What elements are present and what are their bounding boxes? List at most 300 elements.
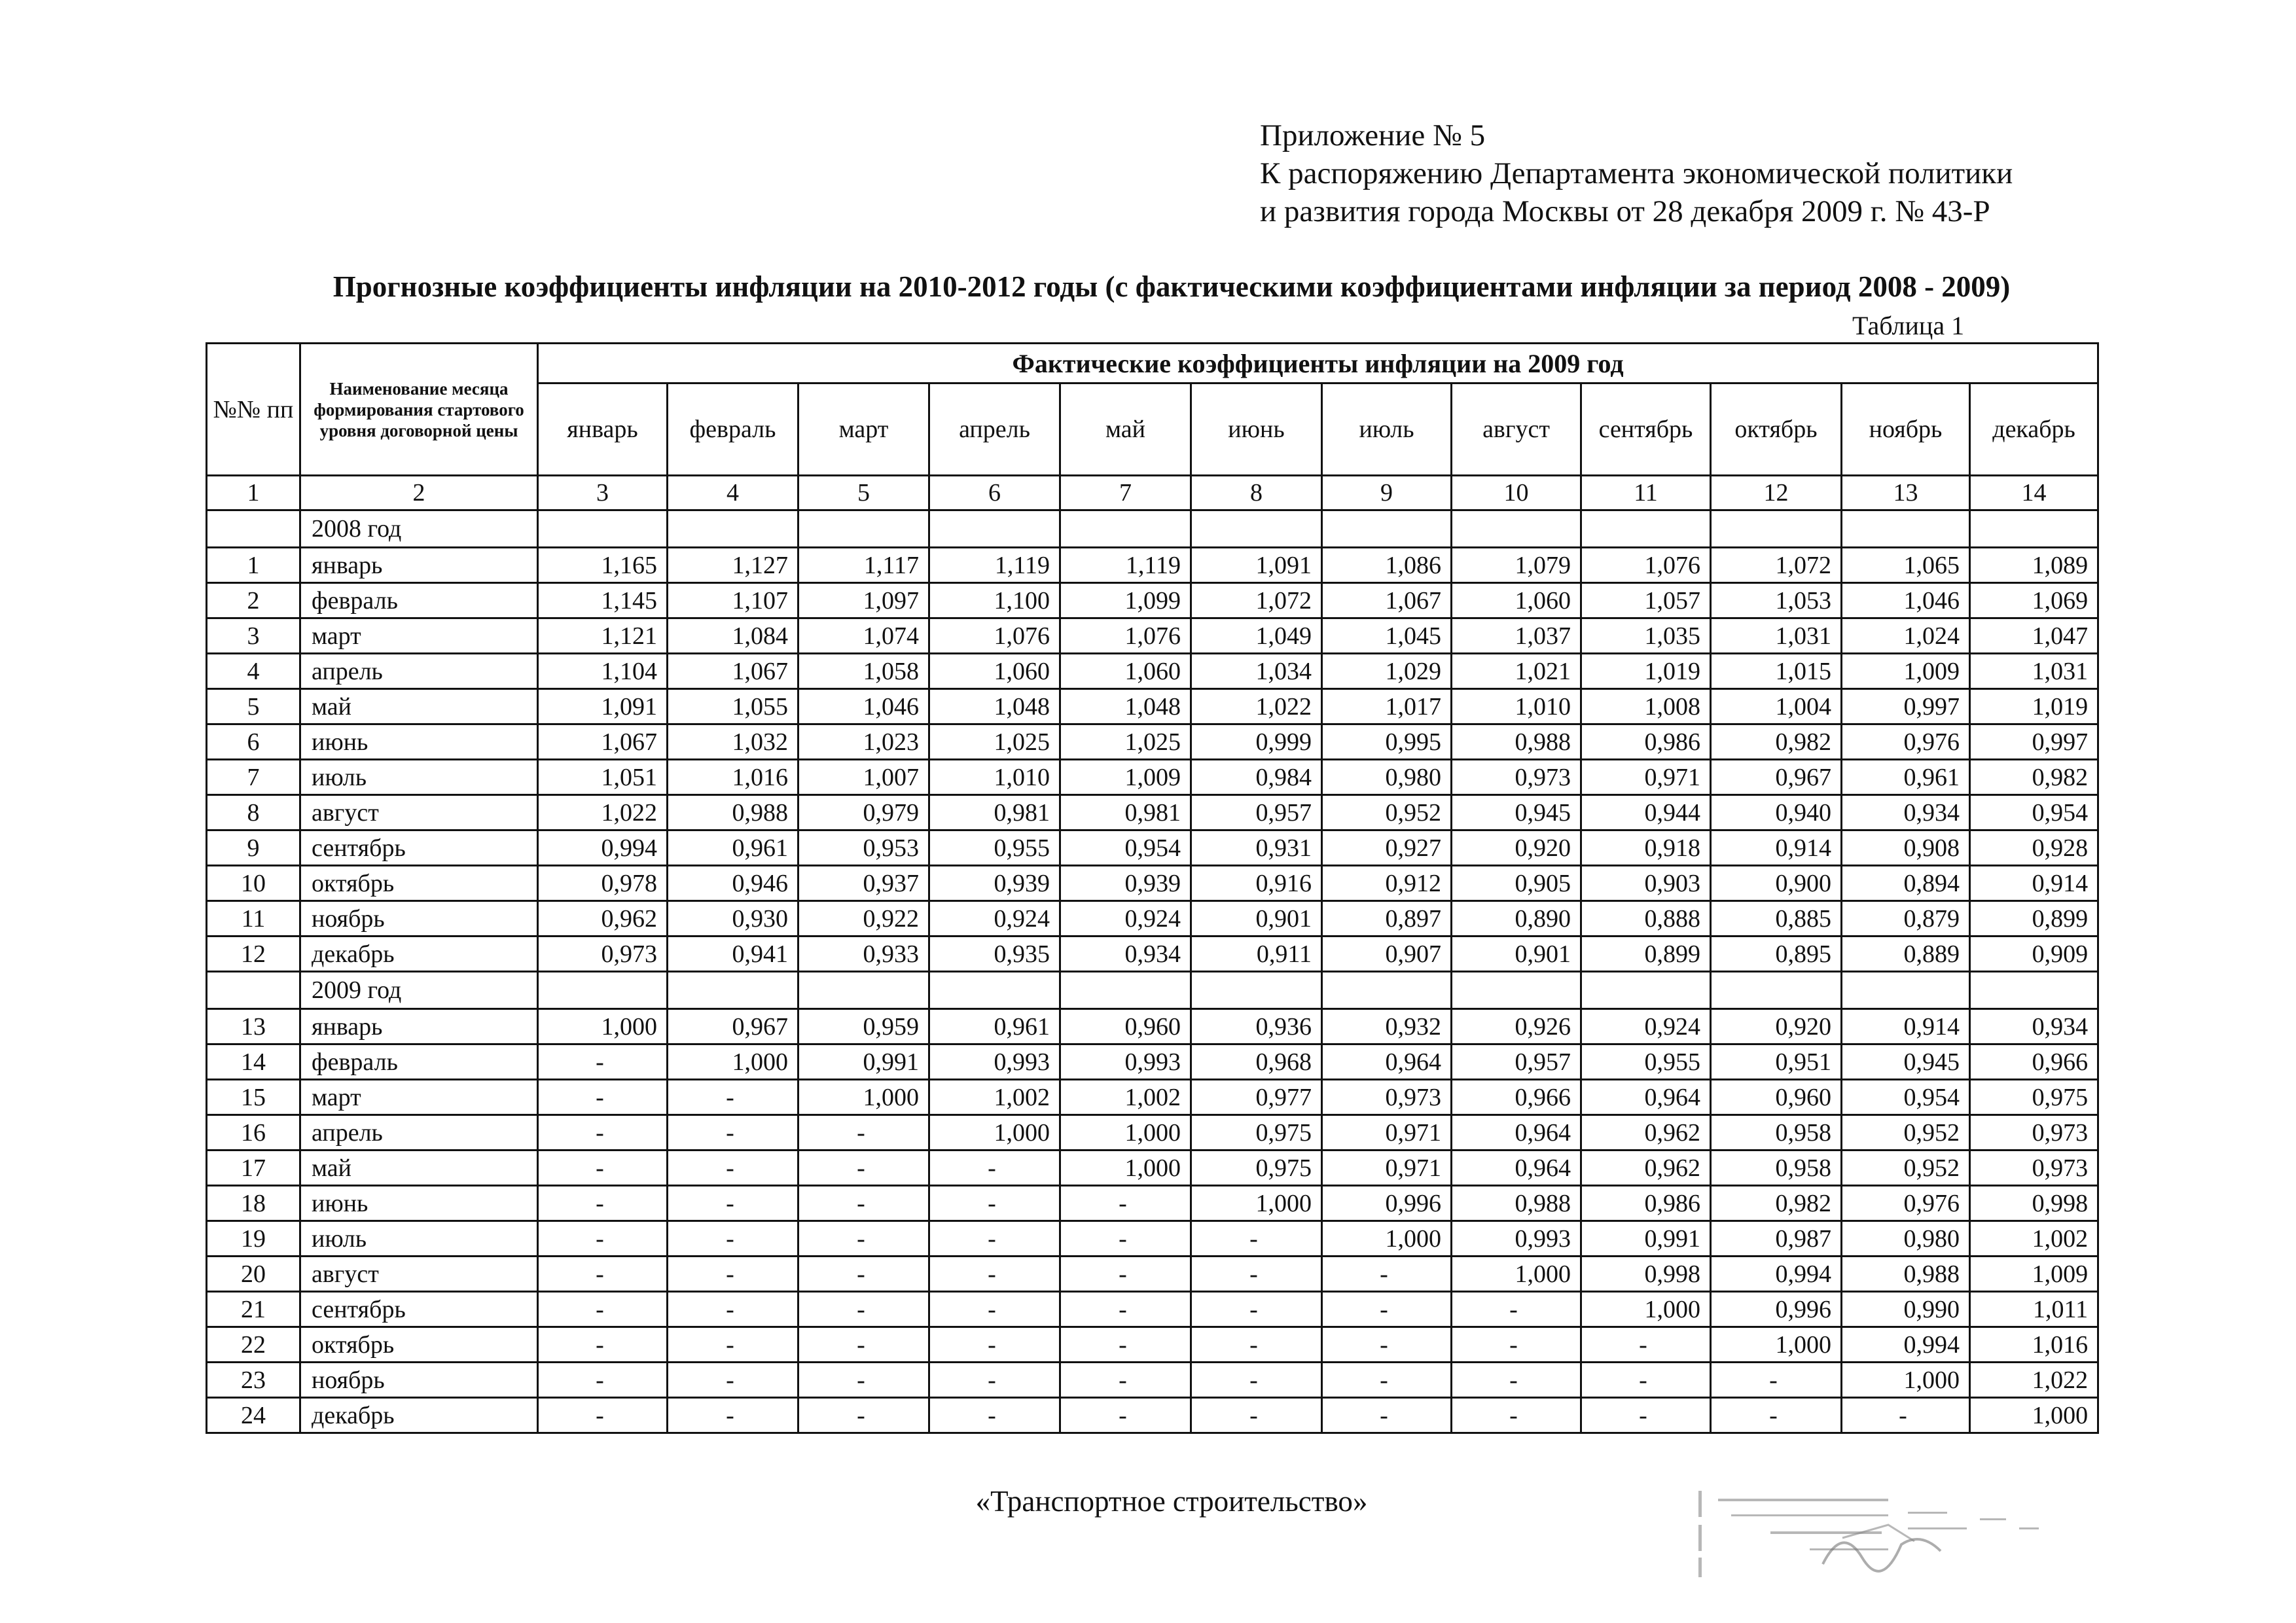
table-row — [207, 866, 2098, 901]
month-name-cell: август — [300, 795, 538, 830]
coefficient-cell: - — [668, 1221, 798, 1257]
coefficient-cell: - — [538, 1292, 668, 1327]
coefficient-cell: 1,067 — [538, 724, 668, 760]
table-row — [207, 583, 2098, 618]
coefficient-cell: 0,905 — [1452, 866, 1581, 901]
coefficient-cell: 0,927 — [1322, 830, 1452, 866]
coefficient-cell: 0,995 — [1322, 724, 1452, 760]
month-name-cell: октябрь — [300, 866, 538, 901]
coefficient-cell: 0,937 — [798, 866, 929, 901]
coefficient-cell: 0,999 — [1191, 724, 1322, 760]
coefficient-cell: 1,000 — [668, 1044, 798, 1080]
coefficient-cell: 0,998 — [1970, 1186, 2098, 1221]
empty-cell — [1581, 510, 1711, 548]
empty-cell — [929, 510, 1060, 548]
month-name-cell: август — [300, 1257, 538, 1292]
coefficient-cell: 1,000 — [1842, 1363, 1970, 1398]
coefficient-cell: - — [929, 1398, 1060, 1433]
coefficient-cell: 0,991 — [1581, 1221, 1711, 1257]
coefficient-cell: - — [929, 1150, 1060, 1186]
coefficient-cell: - — [1322, 1257, 1452, 1292]
coefficient-cell: 0,991 — [798, 1044, 929, 1080]
coefficient-cell: 0,955 — [929, 830, 1060, 866]
coefficient-cell: 1,046 — [798, 689, 929, 724]
coefficient-cell: - — [538, 1080, 668, 1115]
coefficient-cell: 1,004 — [1711, 689, 1842, 724]
coefficient-cell: 0,966 — [1970, 1044, 2098, 1080]
coefficient-cell: 0,960 — [1060, 1009, 1191, 1044]
coefficient-cell: 0,982 — [1970, 760, 2098, 795]
coefficient-cell: 1,009 — [1842, 654, 1970, 689]
month-column-header: октябрь — [1711, 383, 1842, 476]
coefficient-cell: 0,975 — [1191, 1150, 1322, 1186]
coefficient-cell: 0,973 — [1970, 1150, 2098, 1186]
coefficient-cell: 0,933 — [798, 936, 929, 972]
column-number-cell: 7 — [1060, 476, 1191, 510]
coefficient-cell: - — [1060, 1292, 1191, 1327]
coefficient-cell: 0,914 — [1842, 1009, 1970, 1044]
column-header-month-name: Наименование месяца формирования стартового уровня договорной цены — [300, 344, 538, 476]
coefficient-cell: 1,010 — [1452, 689, 1581, 724]
coefficient-cell: 1,107 — [668, 583, 798, 618]
month-column-header: февраль — [668, 383, 798, 476]
coefficient-cell: 1,048 — [929, 689, 1060, 724]
coefficient-cell: - — [1452, 1292, 1581, 1327]
coefficient-cell: - — [1452, 1363, 1581, 1398]
column-number-cell: 1 — [207, 476, 300, 510]
coefficient-cell: - — [798, 1327, 929, 1363]
month-column-header: сентябрь — [1581, 383, 1711, 476]
row-number-cell: 4 — [207, 654, 300, 689]
month-name-cell: декабрь — [300, 1398, 538, 1433]
coefficient-cell: 0,967 — [1711, 760, 1842, 795]
coefficient-cell: 1,000 — [1060, 1115, 1191, 1150]
table-row — [207, 1221, 2098, 1257]
row-number-cell: 18 — [207, 1186, 300, 1221]
coefficient-cell: 0,975 — [1191, 1115, 1322, 1150]
coefficient-cell: 1,084 — [668, 618, 798, 654]
coefficient-cell: - — [538, 1150, 668, 1186]
coefficient-cell: 1,035 — [1581, 618, 1711, 654]
row-number-cell: 1 — [207, 548, 300, 583]
coefficient-cell: 0,901 — [1452, 936, 1581, 972]
table-row — [207, 1363, 2098, 1398]
coefficient-cell: 1,055 — [668, 689, 798, 724]
coefficient-cell: 1,008 — [1581, 689, 1711, 724]
empty-cell — [668, 972, 798, 1009]
month-name-cell: февраль — [300, 583, 538, 618]
column-number-cell: 4 — [668, 476, 798, 510]
coefficient-cell: 0,984 — [1191, 760, 1322, 795]
coefficient-cell: 0,961 — [929, 1009, 1060, 1044]
coefficient-cell: 1,057 — [1581, 583, 1711, 618]
column-number-cell: 8 — [1191, 476, 1322, 510]
coefficient-cell: - — [929, 1221, 1060, 1257]
coefficient-cell: 0,945 — [1452, 795, 1581, 830]
appendix-date-line: и развития города Москвы от 28 декабря 2009 г. № 43-Р — [1260, 194, 1990, 228]
coefficient-cell: 0,954 — [1060, 830, 1191, 866]
coefficient-cell: 1,007 — [798, 760, 929, 795]
coefficient-cell: - — [1322, 1292, 1452, 1327]
coefficient-cell: 0,885 — [1711, 901, 1842, 936]
coefficient-cell: - — [1581, 1363, 1711, 1398]
coefficient-cell: 0,951 — [1711, 1044, 1842, 1080]
coefficient-cell: 0,940 — [1711, 795, 1842, 830]
coefficient-cell: 0,988 — [668, 795, 798, 830]
coefficient-cell: - — [1060, 1363, 1191, 1398]
coefficient-cell: 1,089 — [1970, 548, 2098, 583]
coefficient-cell: 0,966 — [1452, 1080, 1581, 1115]
row-number-cell: 7 — [207, 760, 300, 795]
month-column-header: май — [1060, 383, 1191, 476]
coefficient-cell: - — [668, 1398, 798, 1433]
coefficient-cell: 1,015 — [1711, 654, 1842, 689]
month-name-cell: ноябрь — [300, 901, 538, 936]
coefficient-cell: - — [1581, 1398, 1711, 1433]
coefficient-cell: 1,019 — [1581, 654, 1711, 689]
coefficient-cell: 1,119 — [1060, 548, 1191, 583]
coefficient-cell: 1,000 — [1060, 1150, 1191, 1186]
coefficient-cell: - — [538, 1327, 668, 1363]
row-number-cell: 11 — [207, 901, 300, 936]
coefficient-cell: 0,958 — [1711, 1115, 1842, 1150]
coefficient-cell: - — [929, 1327, 1060, 1363]
coefficient-cell: 1,021 — [1452, 654, 1581, 689]
coefficient-cell: 0,975 — [1970, 1080, 2098, 1115]
table-row — [207, 618, 2098, 654]
row-number-cell: 22 — [207, 1327, 300, 1363]
row-number-cell: 15 — [207, 1080, 300, 1115]
row-number-cell: 16 — [207, 1115, 300, 1150]
coefficient-cell: 0,997 — [1842, 689, 1970, 724]
coefficient-cell: - — [1191, 1221, 1322, 1257]
coefficient-cell: 1,046 — [1842, 583, 1970, 618]
empty-cell — [1191, 972, 1322, 1009]
coefficient-cell: 1,009 — [1970, 1257, 2098, 1292]
empty-cell — [668, 510, 798, 548]
coefficient-cell: 0,986 — [1581, 1186, 1711, 1221]
coefficient-cell: 1,002 — [1970, 1221, 2098, 1257]
coefficient-cell: 0,920 — [1711, 1009, 1842, 1044]
month-name-cell: сентябрь — [300, 830, 538, 866]
coefficient-cell: 1,079 — [1452, 548, 1581, 583]
month-name-cell: май — [300, 689, 538, 724]
row-number-cell: 8 — [207, 795, 300, 830]
column-number-cell: 13 — [1842, 476, 1970, 510]
table-row — [207, 1186, 2098, 1221]
coefficient-cell: 1,060 — [1060, 654, 1191, 689]
appendix-number: Приложение № 5 — [1260, 118, 1486, 152]
coefficient-cell: 1,031 — [1711, 618, 1842, 654]
coefficient-cell: - — [538, 1257, 668, 1292]
row-number-cell: 3 — [207, 618, 300, 654]
month-name-cell: ноябрь — [300, 1363, 538, 1398]
table-row — [207, 795, 2098, 830]
month-name-cell: март — [300, 618, 538, 654]
coefficient-cell: - — [798, 1257, 929, 1292]
row-number-cell: 2 — [207, 583, 300, 618]
coefficient-cell: 0,924 — [929, 901, 1060, 936]
coefficient-cell: 0,930 — [668, 901, 798, 936]
coefficient-cell: 0,993 — [1452, 1221, 1581, 1257]
coefficient-cell: 0,977 — [1191, 1080, 1322, 1115]
empty-cell — [1452, 972, 1581, 1009]
coefficient-cell: 0,979 — [798, 795, 929, 830]
coefficient-cell: - — [1191, 1398, 1322, 1433]
coefficient-cell: 0,993 — [929, 1044, 1060, 1080]
coefficient-cell: 1,000 — [798, 1080, 929, 1115]
coefficient-cell: 1,024 — [1842, 618, 1970, 654]
row-number-cell: 12 — [207, 936, 300, 972]
coefficient-cell: 0,889 — [1842, 936, 1970, 972]
coefficient-cell: 0,894 — [1842, 866, 1970, 901]
table-row — [207, 936, 2098, 972]
coefficient-cell: - — [1581, 1327, 1711, 1363]
coefficient-cell: 0,931 — [1191, 830, 1322, 866]
coefficient-cell: 0,952 — [1842, 1150, 1970, 1186]
coefficient-cell: 1,045 — [1322, 618, 1452, 654]
coefficient-cell: 0,911 — [1191, 936, 1322, 972]
column-number-cell: 5 — [798, 476, 929, 510]
coefficient-cell: - — [798, 1363, 929, 1398]
coefficient-cell: - — [929, 1257, 1060, 1292]
coefficient-cell: 1,000 — [929, 1115, 1060, 1150]
coefficient-cell: 1,000 — [538, 1009, 668, 1044]
coefficient-cell: 0,980 — [1322, 760, 1452, 795]
coefficient-cell: 0,934 — [1842, 795, 1970, 830]
table-row — [207, 1044, 2098, 1080]
column-number-cell: 14 — [1970, 476, 2098, 510]
coefficient-cell: 0,971 — [1581, 760, 1711, 795]
table-row — [207, 689, 2098, 724]
empty-cell — [538, 972, 668, 1009]
column-number-cell: 9 — [1322, 476, 1452, 510]
coefficient-cell: 0,899 — [1970, 901, 2098, 936]
coefficient-cell: 0,957 — [1452, 1044, 1581, 1080]
coefficient-cell: - — [668, 1150, 798, 1186]
coefficient-cell: 0,935 — [929, 936, 1060, 972]
coefficient-cell: 0,964 — [1452, 1150, 1581, 1186]
coefficient-cell: 1,058 — [798, 654, 929, 689]
coefficient-cell: 0,920 — [1452, 830, 1581, 866]
column-header-number: №№ пп — [207, 344, 300, 476]
column-number-cell: 6 — [929, 476, 1060, 510]
coefficient-cell: 1,086 — [1322, 548, 1452, 583]
table-caption: Таблица 1 — [1852, 311, 1965, 340]
empty-cell — [798, 510, 929, 548]
coefficient-cell: 0,909 — [1970, 936, 2098, 972]
coefficient-cell: - — [668, 1292, 798, 1327]
coefficient-cell: - — [929, 1186, 1060, 1221]
coefficient-cell: 1,060 — [1452, 583, 1581, 618]
month-name-cell: июнь — [300, 724, 538, 760]
coefficient-cell: 0,897 — [1322, 901, 1452, 936]
table-row — [207, 1009, 2098, 1044]
faded-stamp-signature — [1692, 1486, 2058, 1590]
empty-cell — [538, 510, 668, 548]
table-row — [207, 724, 2098, 760]
coefficient-cell: 1,000 — [1970, 1398, 2098, 1433]
coefficient-cell: 0,962 — [1581, 1150, 1711, 1186]
coefficient-cell: 0,990 — [1842, 1292, 1970, 1327]
coefficient-cell: 0,914 — [1970, 866, 2098, 901]
row-number-cell: 20 — [207, 1257, 300, 1292]
year-label: 2009 год — [300, 972, 538, 1009]
coefficient-cell: 0,987 — [1711, 1221, 1842, 1257]
coefficient-cell: - — [668, 1080, 798, 1115]
coefficient-cell: 1,029 — [1322, 654, 1452, 689]
month-name-cell: апрель — [300, 654, 538, 689]
table-row — [207, 830, 2098, 866]
month-column-header: март — [798, 383, 929, 476]
coefficient-cell: 1,019 — [1970, 689, 2098, 724]
coefficient-cell: - — [1191, 1257, 1322, 1292]
column-number-cell: 3 — [538, 476, 668, 510]
year-section-row — [207, 972, 2098, 1009]
coefficient-cell: 1,069 — [1970, 583, 2098, 618]
table-row — [207, 1115, 2098, 1150]
coefficient-cell: - — [1060, 1257, 1191, 1292]
empty-cell — [1060, 972, 1191, 1009]
coefficient-cell: 0,961 — [668, 830, 798, 866]
coefficient-cell: 0,988 — [1452, 1186, 1581, 1221]
table-row — [207, 1080, 2098, 1115]
month-name-cell: январь — [300, 548, 538, 583]
coefficient-cell: 0,959 — [798, 1009, 929, 1044]
coefficient-cell: 1,049 — [1191, 618, 1322, 654]
coefficient-cell: 1,002 — [929, 1080, 1060, 1115]
empty-cell — [929, 972, 1060, 1009]
coefficient-cell: - — [798, 1186, 929, 1221]
coefficient-cell: - — [1191, 1327, 1322, 1363]
coefficient-cell: 1,091 — [1191, 548, 1322, 583]
document-title: Прогнозные коэффициенты инфляции на 2010-2012 годы (с фактическими коэффициентами инфляции за период 2008 - 2009) — [332, 270, 2011, 303]
coefficient-cell: 1,076 — [1060, 618, 1191, 654]
row-number-cell: 9 — [207, 830, 300, 866]
row-number-cell: 5 — [207, 689, 300, 724]
coefficient-cell: 1,023 — [798, 724, 929, 760]
coefficient-cell: - — [538, 1398, 668, 1433]
column-number-cell: 10 — [1452, 476, 1581, 510]
empty-cell — [1970, 510, 2098, 548]
row-number-cell: 19 — [207, 1221, 300, 1257]
coefficient-cell: 0,988 — [1842, 1257, 1970, 1292]
coefficient-cell: 0,954 — [1842, 1080, 1970, 1115]
coefficient-cell: 1,051 — [538, 760, 668, 795]
coefficient-cell: 0,899 — [1581, 936, 1711, 972]
coefficient-cell: 1,032 — [668, 724, 798, 760]
coefficient-cell: 1,031 — [1970, 654, 2098, 689]
coefficient-cell: 1,072 — [1191, 583, 1322, 618]
coefficient-cell: 0,890 — [1452, 901, 1581, 936]
month-column-header: август — [1452, 383, 1581, 476]
coefficient-cell: 0,926 — [1452, 1009, 1581, 1044]
coefficient-cell: 0,986 — [1581, 724, 1711, 760]
coefficient-cell: 0,968 — [1191, 1044, 1322, 1080]
coefficient-cell: 0,981 — [1060, 795, 1191, 830]
coefficient-cell: - — [798, 1292, 929, 1327]
coefficient-cell: 1,065 — [1842, 548, 1970, 583]
row-number-cell: 14 — [207, 1044, 300, 1080]
coefficient-cell: 1,072 — [1711, 548, 1842, 583]
row-number-cell: 21 — [207, 1292, 300, 1327]
empty-cell — [1322, 972, 1452, 1009]
column-number-cell: 2 — [300, 476, 538, 510]
coefficient-cell: - — [1191, 1292, 1322, 1327]
coefficient-cell: 0,946 — [668, 866, 798, 901]
empty-cell — [207, 972, 300, 1009]
row-number-cell: 17 — [207, 1150, 300, 1186]
column-number-cell: 12 — [1711, 476, 1842, 510]
coefficient-cell: 0,934 — [1060, 936, 1191, 972]
month-column-header: январь — [538, 383, 668, 476]
coefficient-cell: 0,952 — [1322, 795, 1452, 830]
coefficient-cell: 0,996 — [1322, 1186, 1452, 1221]
coefficient-cell: 0,971 — [1322, 1150, 1452, 1186]
coefficient-cell: - — [1711, 1398, 1842, 1433]
coefficient-cell: 0,900 — [1711, 866, 1842, 901]
coefficient-cell: 0,973 — [1452, 760, 1581, 795]
coefficient-cell: 0,976 — [1842, 724, 1970, 760]
coefficient-cell: - — [538, 1044, 668, 1080]
coefficient-cell: 1,009 — [1060, 760, 1191, 795]
coefficient-cell: 1,067 — [1322, 583, 1452, 618]
coefficient-cell: 0,945 — [1842, 1044, 1970, 1080]
coefficient-cell: 0,954 — [1970, 795, 2098, 830]
coefficient-cell: 0,961 — [1842, 760, 1970, 795]
coefficient-cell: - — [668, 1327, 798, 1363]
coefficient-cell: 0,973 — [1322, 1080, 1452, 1115]
coefficient-cell: 1,010 — [929, 760, 1060, 795]
coefficient-cell: 0,962 — [1581, 1115, 1711, 1150]
coefficient-cell: 0,932 — [1322, 1009, 1452, 1044]
month-name-cell: апрель — [300, 1115, 538, 1150]
table-row — [207, 901, 2098, 936]
year-label: 2008 год — [300, 510, 538, 548]
coefficient-cell: 0,976 — [1842, 1186, 1970, 1221]
coefficient-cell: 1,117 — [798, 548, 929, 583]
month-column-header: июль — [1322, 383, 1452, 476]
coefficient-cell: 0,994 — [1842, 1327, 1970, 1363]
month-name-cell: июнь — [300, 1186, 538, 1221]
coefficient-cell: 1,034 — [1191, 654, 1322, 689]
coefficient-cell: 0,957 — [1191, 795, 1322, 830]
coefficient-cell: 1,025 — [929, 724, 1060, 760]
coefficient-cell: 1,127 — [668, 548, 798, 583]
coefficient-cell: 1,097 — [798, 583, 929, 618]
month-column-header: июнь — [1191, 383, 1322, 476]
coefficient-cell: - — [1060, 1398, 1191, 1433]
coefficient-cell: 0,928 — [1970, 830, 2098, 866]
empty-cell — [1842, 972, 1970, 1009]
coefficient-cell: - — [1060, 1327, 1191, 1363]
table-row — [207, 1150, 2098, 1186]
month-name-cell: март — [300, 1080, 538, 1115]
coefficient-cell: 1,016 — [668, 760, 798, 795]
table-row — [207, 1257, 2098, 1292]
coefficient-cell: 0,936 — [1191, 1009, 1322, 1044]
month-column-header: ноябрь — [1842, 383, 1970, 476]
coefficient-cell: 1,000 — [1191, 1186, 1322, 1221]
table-row — [207, 654, 2098, 689]
coefficient-cell: 0,955 — [1581, 1044, 1711, 1080]
empty-cell — [207, 510, 300, 548]
coefficient-cell: 0,973 — [1970, 1115, 2098, 1150]
coefficient-cell: 0,916 — [1191, 866, 1322, 901]
table-row — [207, 1327, 2098, 1363]
coefficient-cell: 1,000 — [1711, 1327, 1842, 1363]
coefficient-cell: 1,000 — [1581, 1292, 1711, 1327]
